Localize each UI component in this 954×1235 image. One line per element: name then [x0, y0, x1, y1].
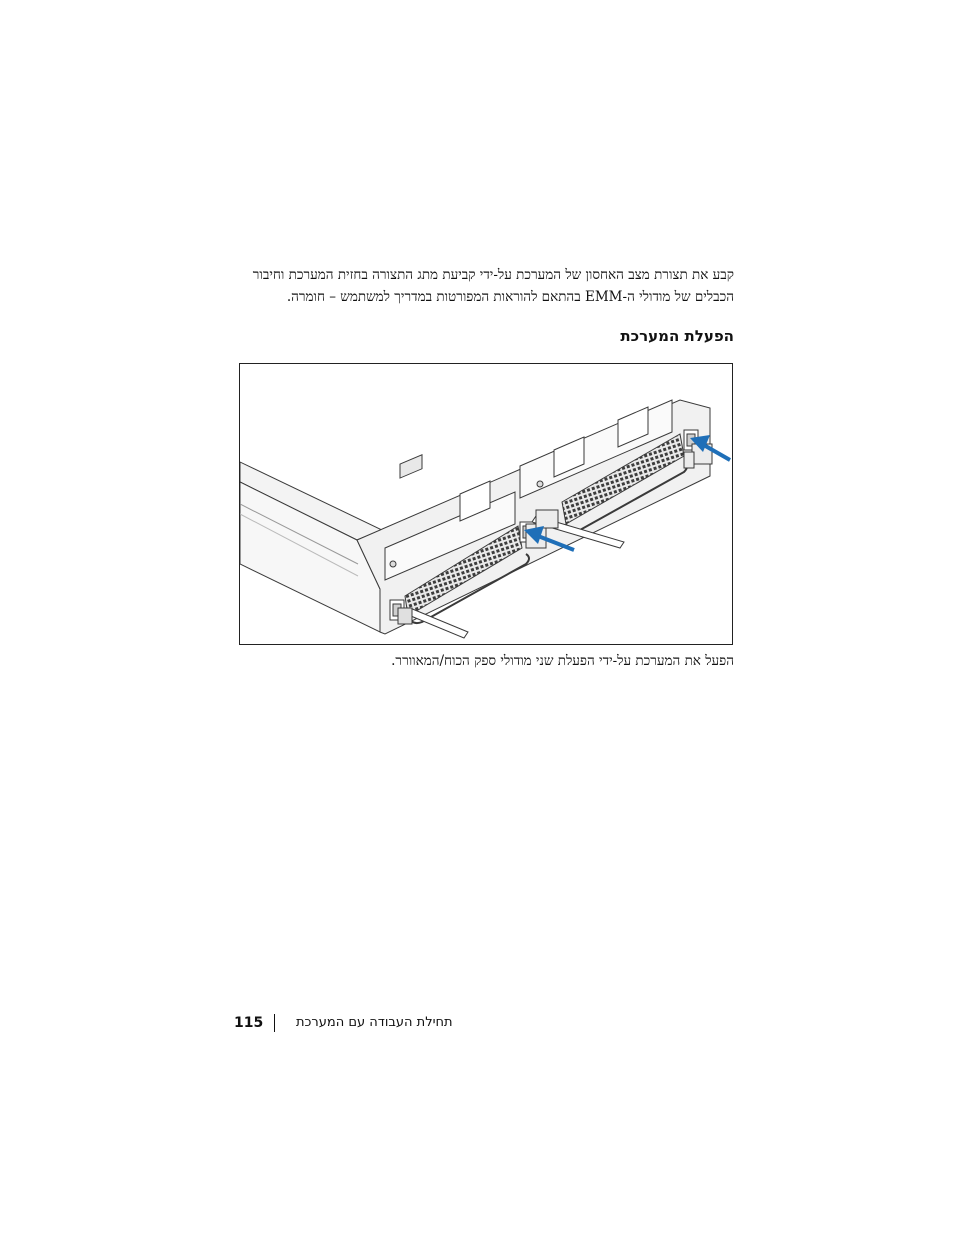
page-number: 115: [234, 1015, 264, 1031]
intro-paragraph: [238, 264, 734, 308]
footer-chapter-title: תחילת העבודה עם המערכת: [296, 1015, 453, 1030]
power-cable-left: [398, 608, 468, 638]
figure-powering-on-system: [239, 363, 733, 645]
section-heading: הפעלת המערכת: [620, 327, 734, 345]
page-footer: [230, 1012, 480, 1036]
footer-separator: [274, 1014, 275, 1032]
intro-line-1: קבע את תצורת מצב האחסון של המערכת על-ידי קביעת מתג התצורה בחזית המערכת וחיבור: [252, 267, 734, 283]
figure-caption: הפעל את המערכת על-ידי הפעלת שני מודולי ספק הכוח/המאוורר.: [391, 653, 734, 669]
chassis-illustration: [240, 364, 733, 645]
intro-line-2: הכבלים של מודולי ה-EMM בהתאם להוראות המפורטות במדריך למשתמש – חומרה.: [286, 289, 734, 305]
